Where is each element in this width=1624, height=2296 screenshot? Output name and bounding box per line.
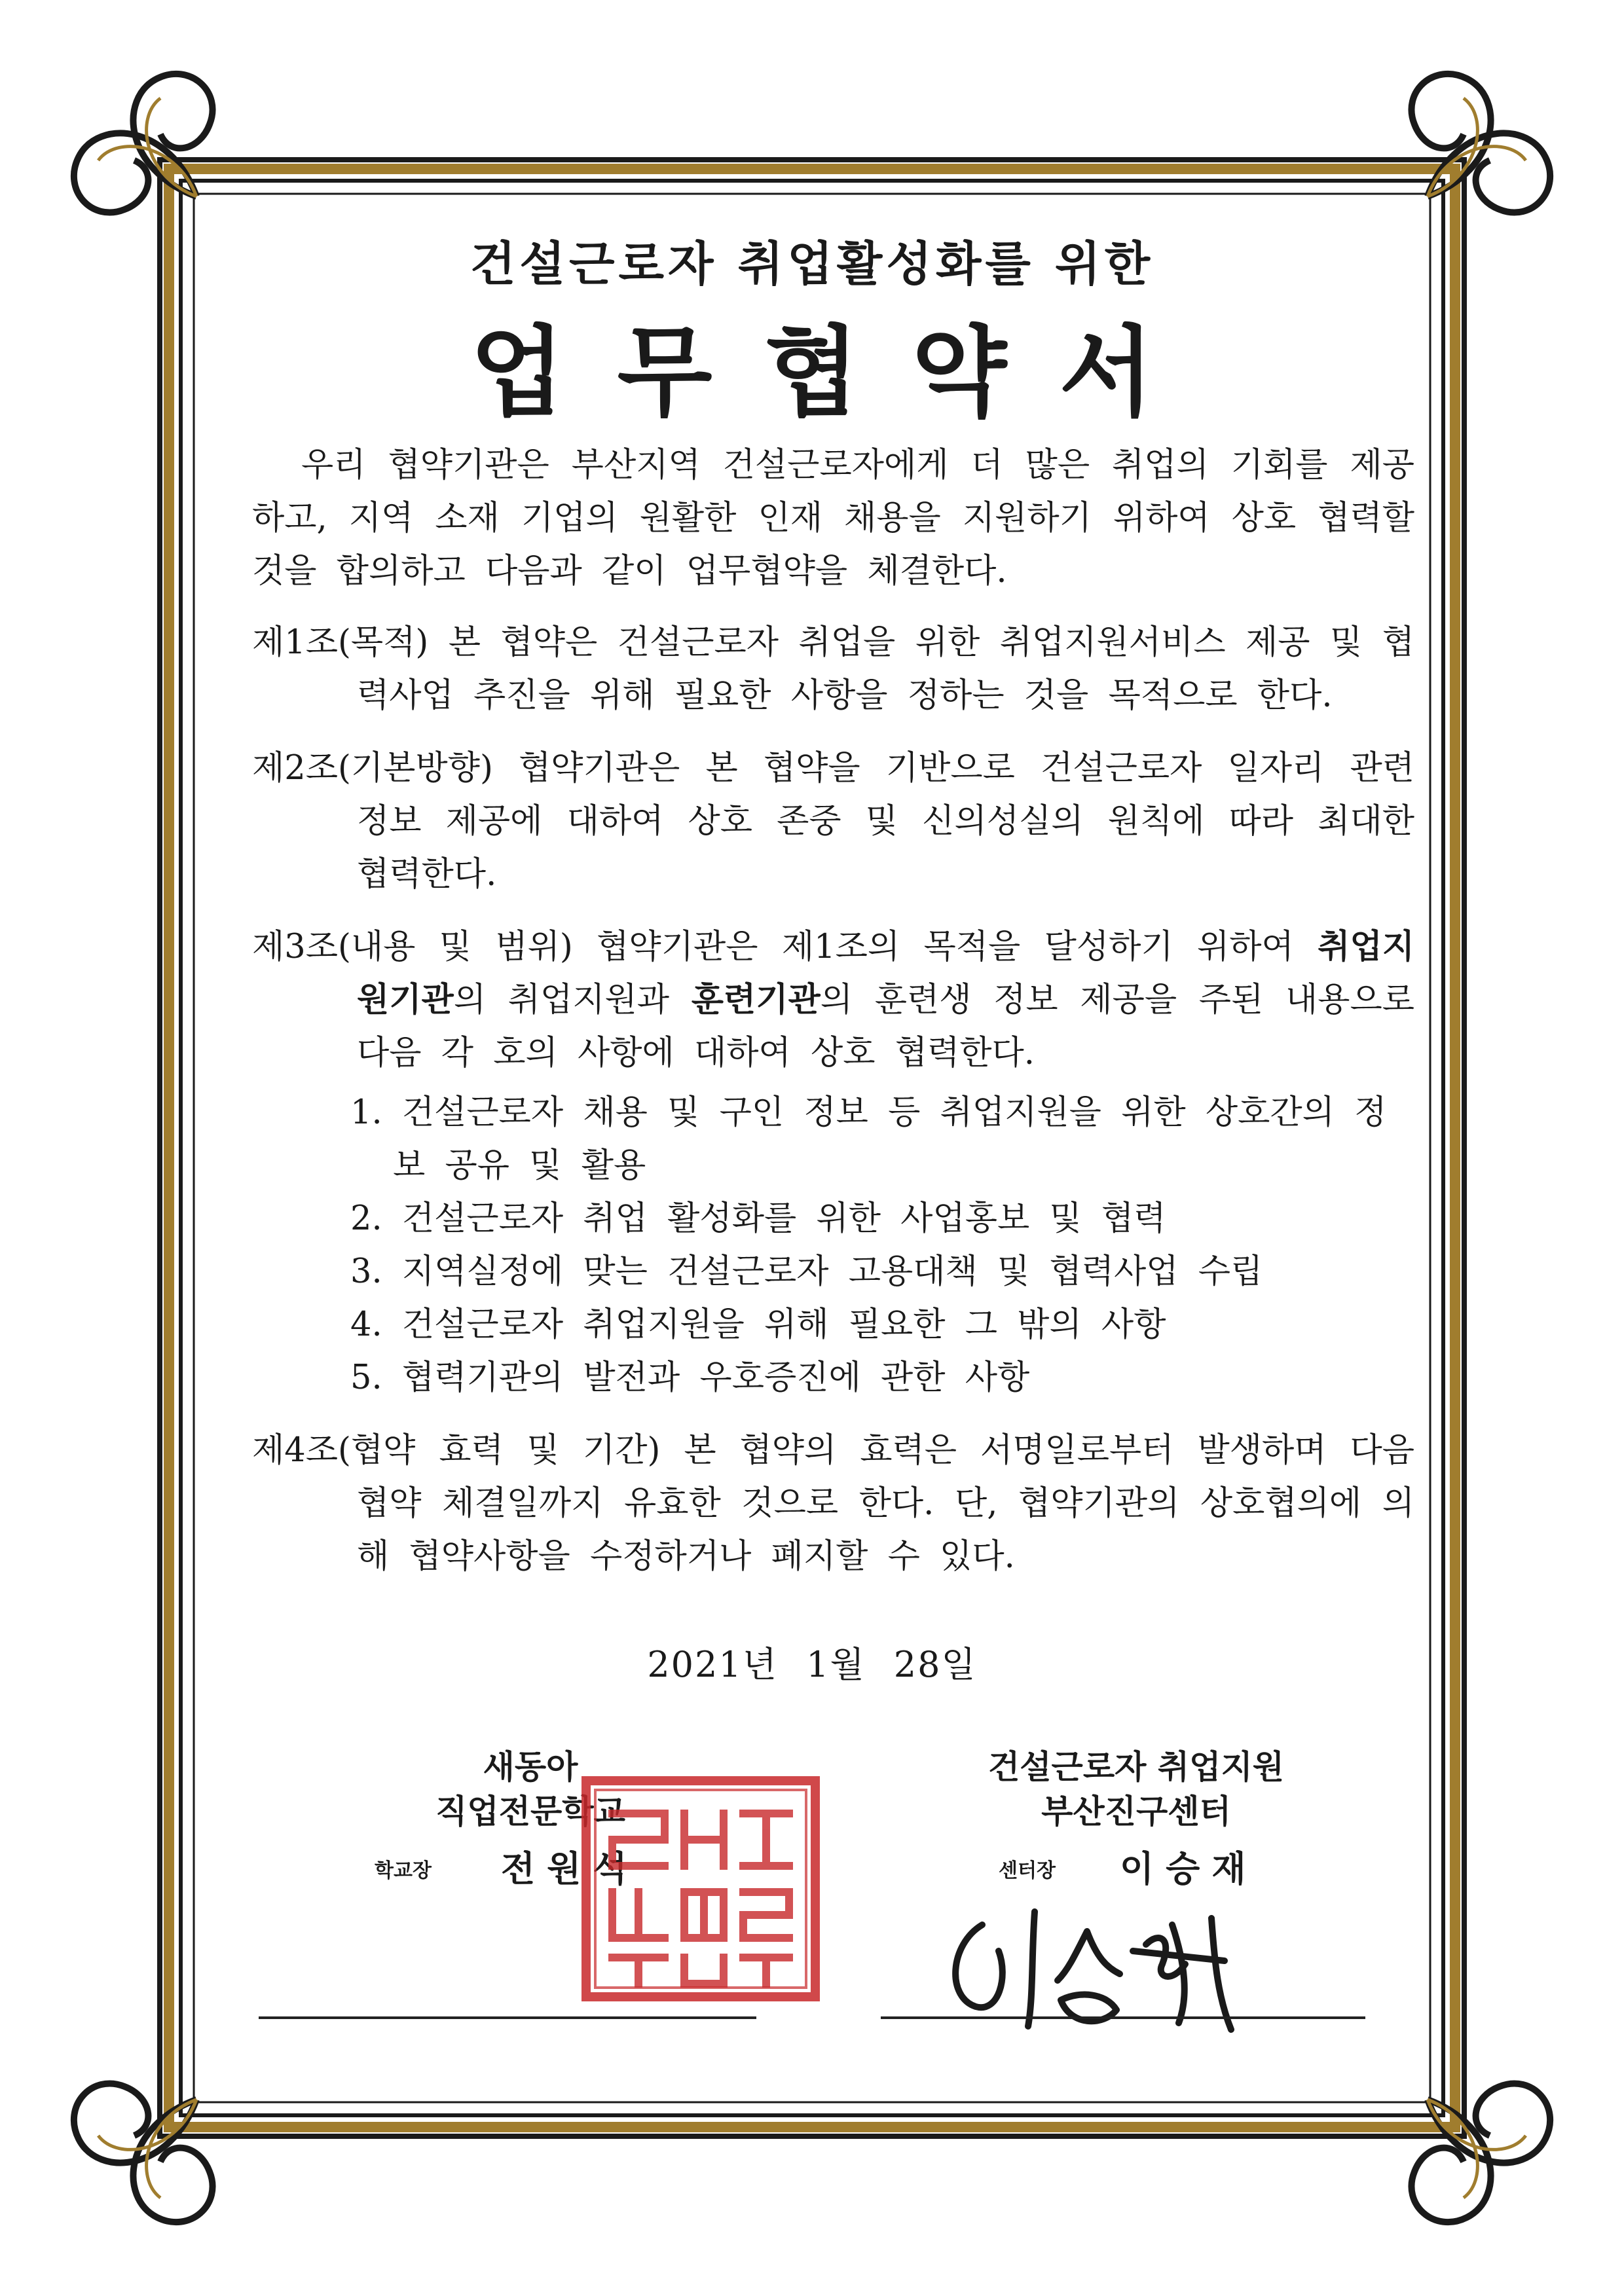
article-3-bold-training-agency: 훈련기관 bbox=[691, 981, 821, 1019]
article-4-heading: 제4조(협약 효력 및 기간) bbox=[252, 1431, 661, 1470]
article-3-text-a: 협약기관은 제1조의 목적을 달성하기 위하여 bbox=[572, 928, 1318, 966]
right-party-org-line1: 건설근로자 취업지원 bbox=[987, 1748, 1285, 1786]
right-signature-line bbox=[881, 2016, 1365, 2019]
article-4 bbox=[252, 1424, 1414, 1583]
right-party-role: 센터장 bbox=[999, 1859, 1056, 1882]
article-1-heading: 제1조(목적) bbox=[252, 623, 429, 662]
article-3-text-c: 의 훈련생 정보 제공을 주된 내용으로 다음 각 호의 사항에 대하여 상호 협력한다. bbox=[357, 981, 1414, 1072]
official-seal-stamp bbox=[573, 1768, 828, 2010]
left-party-name: 전원석 bbox=[501, 1848, 639, 1889]
article-3-bold-employment-agency: 취업지원기관 bbox=[357, 928, 1414, 1019]
signing-date: 2021년 1월 28일 bbox=[647, 1644, 977, 1685]
right-party-org-line2: 부산진구센터 bbox=[1041, 1793, 1231, 1831]
document-subtitle: 건설근로자 취업활성화를 위한 bbox=[470, 236, 1154, 291]
article-1-text: 본 협약은 건설근로자 취업을 위한 취업지원서비스 제공 및 협력사업 추진을 위해 필요한 사항을 정하는 것을 목적으로 한다. bbox=[357, 623, 1414, 715]
document-body bbox=[252, 439, 1414, 1603]
intro-paragraph: 우리 협약기관은 부산지역 건설근로자에게 더 많은 취업의 기회를 제공하고, 지역 소재 기업의 원활한 인재 채용을 지원하기 위하여 상호 협력할 것을 합의하고 다음과 같이 업무협약을 체결한다. bbox=[252, 446, 1414, 591]
list-item: 2. 건설근로자 취업 활성화를 위한 사업홍보 및 협력 bbox=[350, 1199, 1166, 1238]
right-party-name: 이승재 bbox=[1120, 1848, 1258, 1889]
article-2-text: 협약기관은 본 협약을 기반으로 건설근로자 일자리 관련 정보 제공에 대하여 상호 존중 및 신의성실의 원칙에 따라 최대한 협력한다. bbox=[357, 749, 1414, 894]
article-3-items bbox=[252, 1086, 1414, 1404]
article-1 bbox=[252, 616, 1414, 722]
article-3 bbox=[252, 920, 1414, 1080]
article-2 bbox=[252, 742, 1414, 901]
list-item: 4. 건설근로자 취업지원을 위해 필요한 그 밖의 사항 bbox=[350, 1305, 1166, 1344]
handwritten-signature bbox=[936, 1886, 1277, 2036]
left-party-role: 학교장 bbox=[375, 1859, 432, 1882]
article-4-text: 본 협약의 효력은 서명일로부터 발생하며 다음 협약 체결일까지 유효한 것으로 한다. 단, 협약기관의 상호협의에 의해 협약사항을 수정하거나 폐지할 수 있다. bbox=[357, 1431, 1414, 1576]
article-3-text-b: 의 취업지원과 bbox=[453, 981, 692, 1019]
left-party-org-line1: 새동아 bbox=[483, 1748, 578, 1786]
left-party-org-line2: 직업전문학교 bbox=[435, 1793, 625, 1831]
document-title: 업무협약서 bbox=[470, 316, 1207, 430]
article-3-heading: 제3조(내용 및 범위) bbox=[252, 928, 573, 966]
article-2-heading: 제2조(기본방향) bbox=[252, 749, 493, 788]
list-item: 3. 지역실정에 맞는 건설근로자 고용대책 및 협력사업 수립 bbox=[350, 1252, 1263, 1291]
list-item: 1. 건설근로자 채용 및 구인 정보 등 취업지원을 위한 상호간의 정보 공유 및 활용 bbox=[350, 1093, 1387, 1185]
left-signature-line bbox=[259, 2016, 756, 2019]
list-item: 5. 협력기관의 발전과 우호증진에 관한 사항 bbox=[350, 1358, 1030, 1397]
right-party-org bbox=[966, 1745, 1306, 1834]
